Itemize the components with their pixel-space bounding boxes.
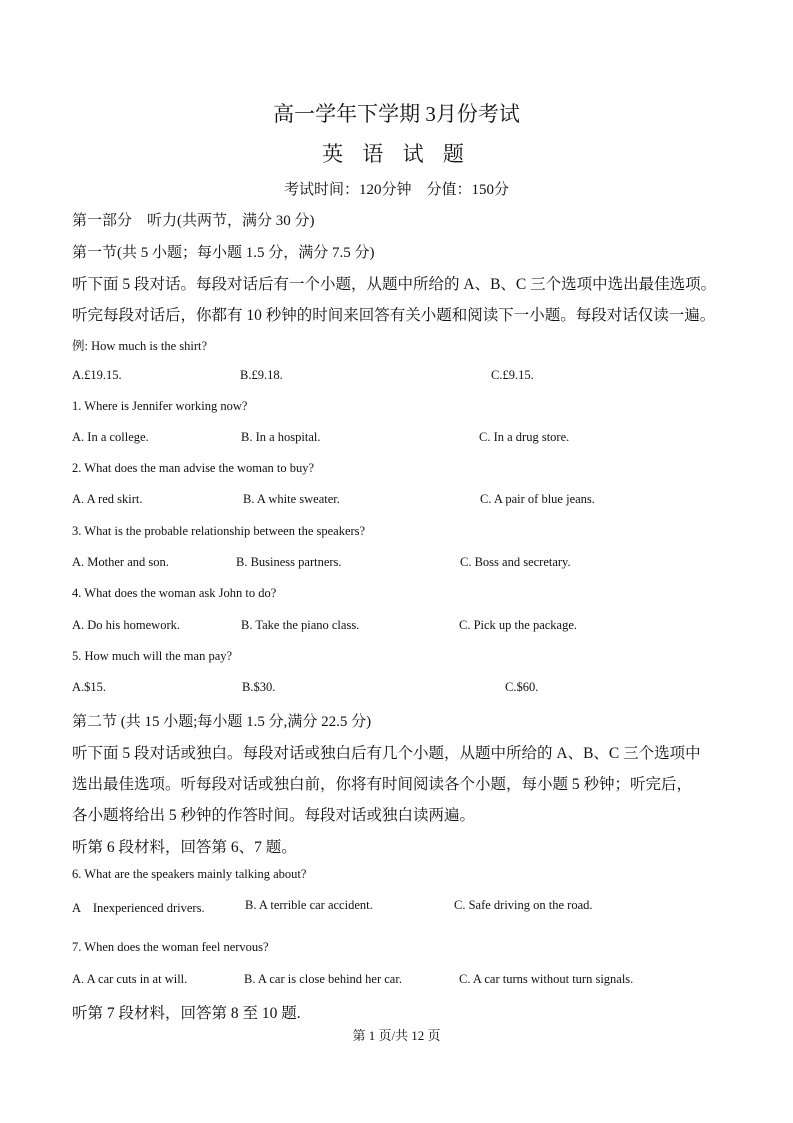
question-2-option-b: B. A white sweater. [243, 492, 340, 506]
material-7-heading: 听第 7 段材料，回答第 8 至 10 题. [72, 1005, 301, 1022]
example-option-c: C.£9.15. [491, 368, 534, 382]
section2-instruction-2: 选出最佳选项。听每段对话或独白前，你将有时间阅读各个小题，每小题 5 秒钟；听完后， [72, 776, 693, 793]
section2-instruction-1: 听下面 5 段对话或独白。每段对话或独白后有几个小题，从题中所给的 A、B、C 三个选项中 [72, 745, 701, 762]
question-5-option-a: A.$15. [72, 680, 107, 694]
question-1-option-b: B. In a hospital. [241, 430, 321, 444]
question-4-option-c: C. Pick up the package. [459, 618, 578, 632]
question-5: 5. How much will the man pay? [72, 649, 233, 663]
exam-info: 考试时间：120分钟 分值：150分 [283, 182, 509, 198]
section2-instruction-3: 各小题将给出 5 秒钟的作答时间。每段对话或独白读两遍。 [72, 807, 476, 824]
question-1-option-a: A. In a college. [72, 430, 149, 444]
section1-heading: 第一节(共 5 小题；每小题 1.5 分，满分 7.5 分) [72, 245, 375, 261]
question-2-option-a: A. A red skirt. [72, 492, 143, 506]
question-6-option-b: B. A terrible car accident. [245, 898, 373, 912]
question-3-option-a: A. Mother and son. [72, 555, 169, 569]
part1-heading: 第一部分 听力(共两节，满分 30 分) [72, 213, 315, 229]
section1-instruction-2: 听完每段对话后，你都有 10 秒钟的时间来回答有关小题和阅读下一小题。每段对话仅读一遍。 [72, 307, 716, 324]
example-option-b: B.£9.18. [240, 368, 283, 382]
question-6-option-c: C. Safe driving on the road. [454, 898, 593, 912]
question-6-option-a: A Inexperienced drivers. [72, 901, 205, 915]
section1-instruction-1: 听下面 5 段对话。每段对话后有一个小题，从题中所给的 A、B、C 三个选项中选出最佳选项。 [72, 276, 717, 293]
question-3: 3. What is the probable relationship between the speakers? [72, 524, 366, 538]
section2-heading: 第二节 (共 15 小题;每小题 1.5 分,满分 22.5 分) [72, 714, 372, 730]
example-question: 例: How much is the shirt? [72, 339, 208, 353]
question-1-option-c: C. In a drug store. [479, 430, 570, 444]
question-3-option-b: B. Business partners. [236, 555, 342, 569]
question-7: 7. When does the woman feel nervous? [72, 940, 269, 954]
question-7-option-c: C. A car turns without turn signals. [459, 972, 634, 986]
exam-subject: 英 语 试 题 [322, 142, 471, 166]
exam-title: 高一学年下学期 3月份考试 [273, 102, 520, 126]
page-number: 第 1 页/共 12 页 [352, 1028, 441, 1043]
material-6-heading: 听第 6 段材料，回答第 6、7 题。 [72, 839, 297, 856]
question-1: 1. Where is Jennifer working now? [72, 399, 248, 413]
question-6: 6. What are the speakers mainly talking about? [72, 867, 307, 881]
question-7-option-b: B. A car is close behind her car. [244, 972, 402, 986]
question-2: 2. What does the man advise the woman to buy? [72, 461, 315, 475]
question-4: 4. What does the woman ask John to do? [72, 586, 277, 600]
question-5-option-c: C.$60. [505, 680, 539, 694]
question-7-option-a: A. A car cuts in at will. [72, 972, 188, 986]
question-4-option-a: A. Do his homework. [72, 618, 180, 632]
question-2-option-c: C. A pair of blue jeans. [480, 492, 595, 506]
example-option-a: A.£19.15. [72, 368, 122, 382]
question-5-option-b: B.$30. [242, 680, 276, 694]
question-3-option-c: C. Boss and secretary. [460, 555, 571, 569]
question-4-option-b: B. Take the piano class. [241, 618, 360, 632]
